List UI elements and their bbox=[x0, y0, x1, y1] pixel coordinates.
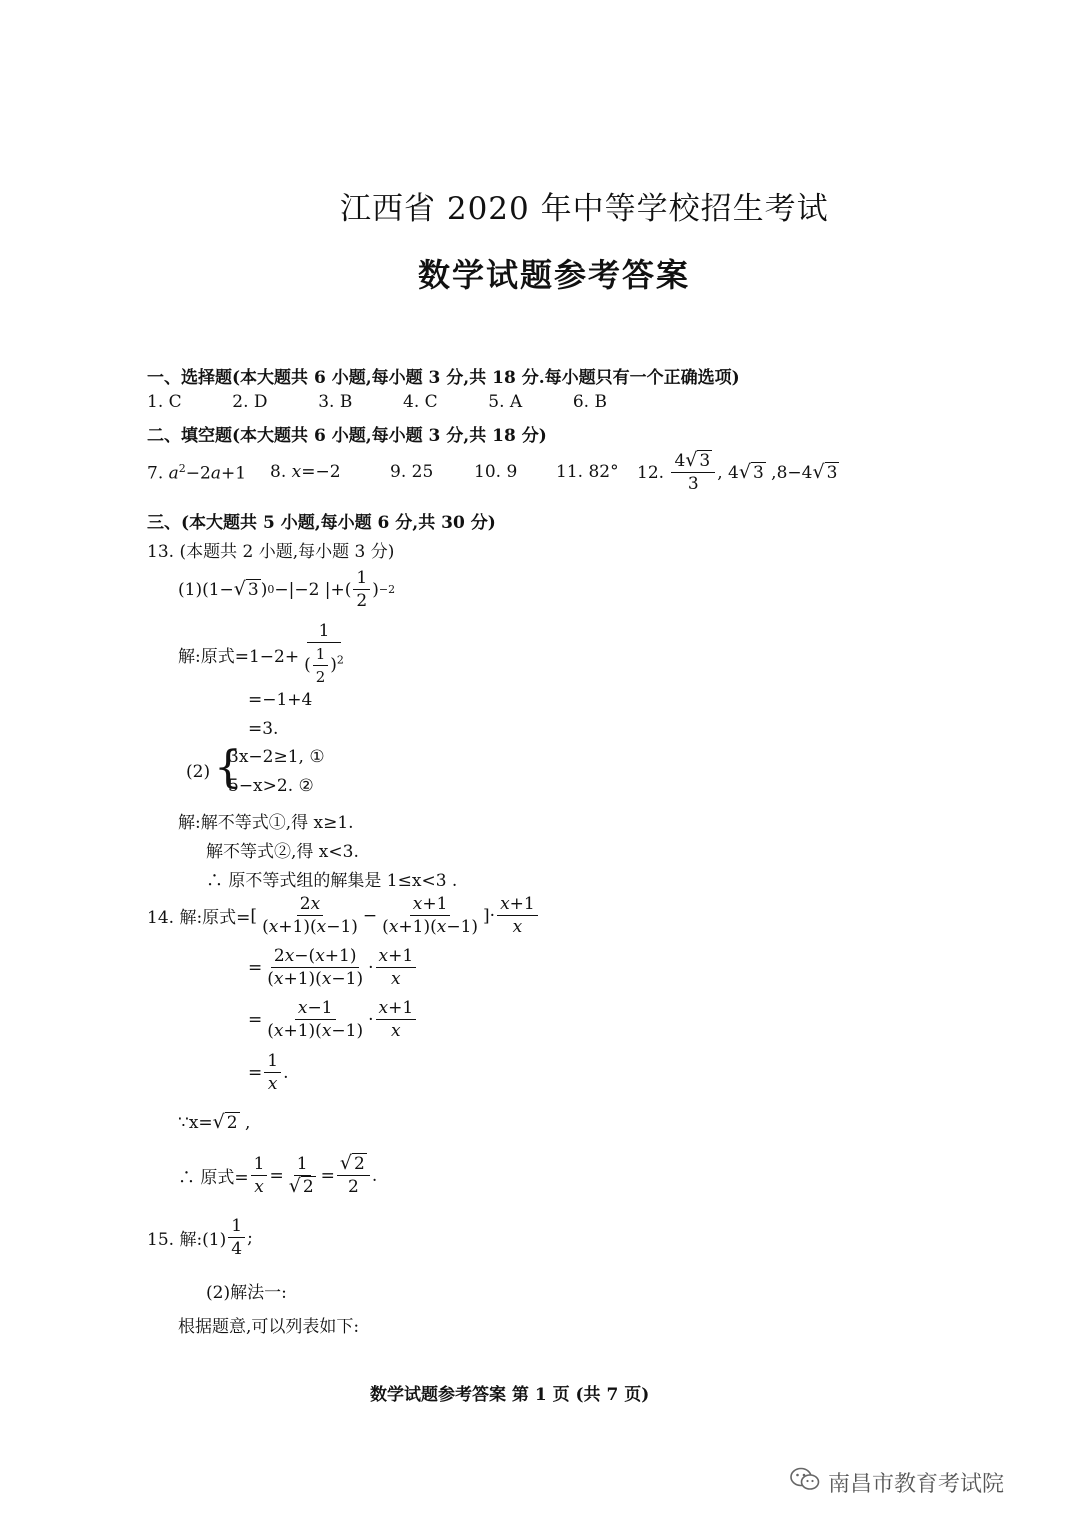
choice-answer: 2. D bbox=[232, 392, 268, 412]
q14-given: ∵x= √ 2 , bbox=[178, 1111, 251, 1133]
q15-part2: (2)解法一: bbox=[206, 1283, 287, 1303]
q14-line4: = $\frac{1}{x}$ . bbox=[248, 1051, 289, 1094]
choice-answers bbox=[147, 392, 607, 412]
q13-label: 13. (本题共 2 小题,每小题 3 分) bbox=[147, 542, 395, 562]
choice-answer: 1. C bbox=[147, 392, 182, 412]
fill-answer-11: 11. 82° bbox=[556, 462, 619, 482]
choice-answer: 5. A bbox=[488, 392, 523, 412]
watermark bbox=[790, 1466, 1004, 1498]
q15-table-intro: 根据题意,可以列表如下: bbox=[178, 1317, 360, 1337]
q13-solution-line: ∴ 原不等式组的解集是 1≤x<3 . bbox=[206, 871, 458, 891]
section2-heading: 二、填空题(本大题共 6 小题,每小题 3 分,共 18 分) bbox=[147, 426, 547, 446]
section1-heading: 一、选择题(本大题共 6 小题,每小题 3 分,共 18 分.每小题只有一个正确选项) bbox=[147, 368, 740, 388]
q14-result: ∴ 原式= $\frac{1}{x}$ = 1 √ 2 = √ 2 2 . bbox=[178, 1152, 378, 1197]
wechat-icon bbox=[790, 1466, 820, 1498]
choice-answer: 6. B bbox=[572, 392, 607, 412]
page-title: 数学试题参考答案 bbox=[418, 256, 691, 294]
page-footer: 数学试题参考答案 第 1 页 (共 7 页) bbox=[370, 1385, 650, 1405]
q13-solution-line: 解不等式②,得 x<3. bbox=[206, 842, 359, 862]
inequality-1: 3x−2≥1, ① bbox=[228, 747, 325, 767]
q13-solution-line: 解:解不等式①,得 x≥1. bbox=[178, 813, 354, 833]
fill-answer-9: 9. 25 bbox=[390, 462, 434, 482]
inequality-2: 5−x>2. ② bbox=[228, 776, 314, 796]
fill-answer-7: 7. $a^2-2a+1$ bbox=[147, 462, 247, 484]
system-brace: { bbox=[214, 742, 242, 793]
q13-part1-expression: (1)(1− √ 3 ) 0 −|−2 |+( $\frac{1}{2}$ ) −2 bbox=[178, 568, 396, 611]
q13-step: =−1+4 bbox=[248, 690, 313, 710]
choice-answer: 4. C bbox=[403, 392, 438, 412]
q14-line2: = $\frac{2x-(x+1)}{(x+1)(x-1)}$ · $\frac{x+1}{x}$ bbox=[248, 945, 418, 990]
q14-line1: 14. 解:原式= [ $\frac{2x}{(x+1)(x-1)}$ − $\frac{x+1}{(x+1)(x-1)}$ ]· $\frac{x+1}{x}$ bbox=[147, 893, 540, 938]
fill-answer-12: 12. 4 √ 3 3 , 4 √ 3 ,8−4 √ 3 bbox=[637, 449, 838, 494]
fill-answer-8: 8. x=−2 bbox=[270, 462, 341, 482]
q13-part1-solution: 解:原式=1−2+ 1 ( $\frac{1}{2}$ )$^2$ bbox=[178, 621, 344, 686]
fill-answer-10: 10. 9 bbox=[474, 462, 518, 482]
q15-part1: 15. 解:(1) $\frac{1}{4}$ ; bbox=[147, 1216, 253, 1259]
q14-line3: = $\frac{x-1}{(x+1)(x-1)}$ · $\frac{x+1}{x}$ bbox=[248, 997, 418, 1042]
q13-step: =3. bbox=[248, 719, 279, 739]
watermark-text: 南昌市教育考试院 bbox=[828, 1471, 1005, 1497]
q13-part2-label: (2) bbox=[186, 762, 211, 782]
exam-title: 江西省 2020 年中等学校招生考试 bbox=[340, 191, 829, 227]
section3-heading: 三、(本大题共 5 小题,每小题 6 分,共 30 分) bbox=[147, 513, 496, 533]
choice-answer: 3. B bbox=[318, 392, 353, 412]
